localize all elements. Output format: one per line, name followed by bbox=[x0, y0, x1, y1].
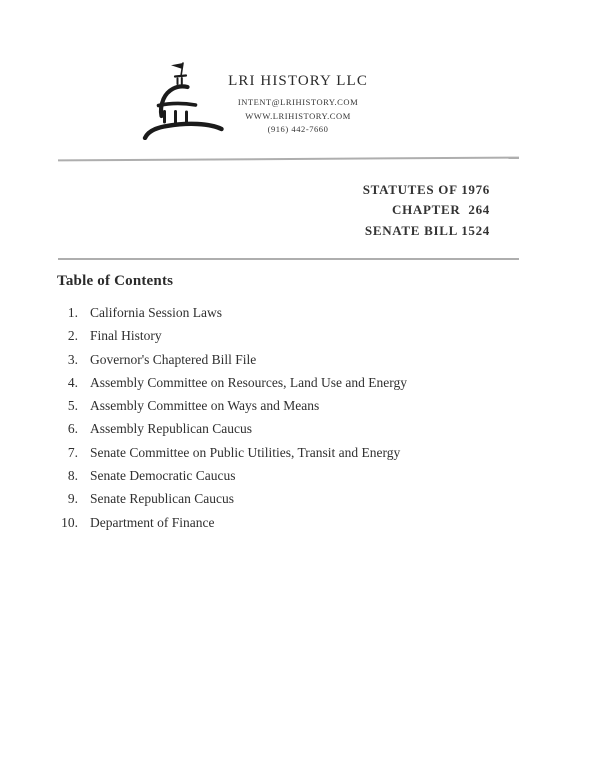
toc-item-number: 8. bbox=[67, 468, 78, 484]
bill-reference-block bbox=[363, 180, 490, 241]
toc-item-number: 7. bbox=[67, 444, 78, 460]
toc-item bbox=[50, 421, 407, 444]
toc-item-label: Governor's Chaptered Bill File bbox=[90, 351, 257, 367]
toc-item-number: 3. bbox=[67, 351, 78, 367]
toc-item-number: 1. bbox=[67, 305, 78, 320]
toc-item bbox=[50, 491, 407, 514]
toc-item bbox=[50, 305, 407, 328]
toc-item-label: Senate Committee on Public Utilities, Transit and Energy bbox=[90, 444, 401, 460]
toc-item-number: 5. bbox=[67, 398, 78, 414]
toc-item-label: Senate Democratic Caucus bbox=[90, 468, 236, 484]
top-divider-line bbox=[58, 157, 519, 162]
middle-divider-line bbox=[58, 258, 519, 260]
toc-item-number: 4. bbox=[67, 374, 78, 390]
toc-list bbox=[50, 305, 407, 538]
toc-item-number: 6. bbox=[67, 421, 78, 437]
toc-item-number: 10. bbox=[61, 514, 78, 530]
toc-item-label: Final History bbox=[90, 328, 162, 344]
toc-item-number: 9. bbox=[67, 491, 78, 507]
company-phone: (916) 442-7660 bbox=[267, 124, 329, 135]
company-email: INTENT@LRIHISTORY.COM bbox=[237, 97, 359, 107]
toc-item bbox=[50, 375, 407, 398]
toc-item bbox=[50, 515, 407, 538]
toc-item-label: Assembly Committee on Ways and Means bbox=[90, 398, 320, 414]
toc-item bbox=[50, 328, 407, 351]
toc-item bbox=[50, 468, 407, 491]
toc-item-label: Assembly Committee on Resources, Land Use and Energy bbox=[90, 374, 407, 390]
toc-item bbox=[50, 352, 407, 375]
letterhead bbox=[213, 73, 383, 137]
toc-item-label: Senate Republican Caucus bbox=[90, 491, 234, 507]
company-name: LRI HISTORY LLC bbox=[228, 73, 368, 89]
toc-title: Table of Contents bbox=[57, 273, 174, 289]
toc-item-label: California Session Laws bbox=[90, 305, 222, 320]
toc-item bbox=[50, 398, 407, 421]
toc-item bbox=[50, 445, 407, 468]
toc-item-label: Assembly Republican Caucus bbox=[90, 421, 252, 437]
company-website: WWW.LRIHISTORY.COM bbox=[245, 110, 351, 121]
senate-bill-line: SENATE BILL 1524 bbox=[364, 222, 490, 238]
toc-item-label: Department of Finance bbox=[90, 514, 215, 530]
chapter-line: CHAPTER 264 bbox=[392, 202, 490, 218]
statutes-line: STATUTES OF 1976 bbox=[362, 182, 490, 197]
toc-item-number: 2. bbox=[67, 328, 78, 344]
